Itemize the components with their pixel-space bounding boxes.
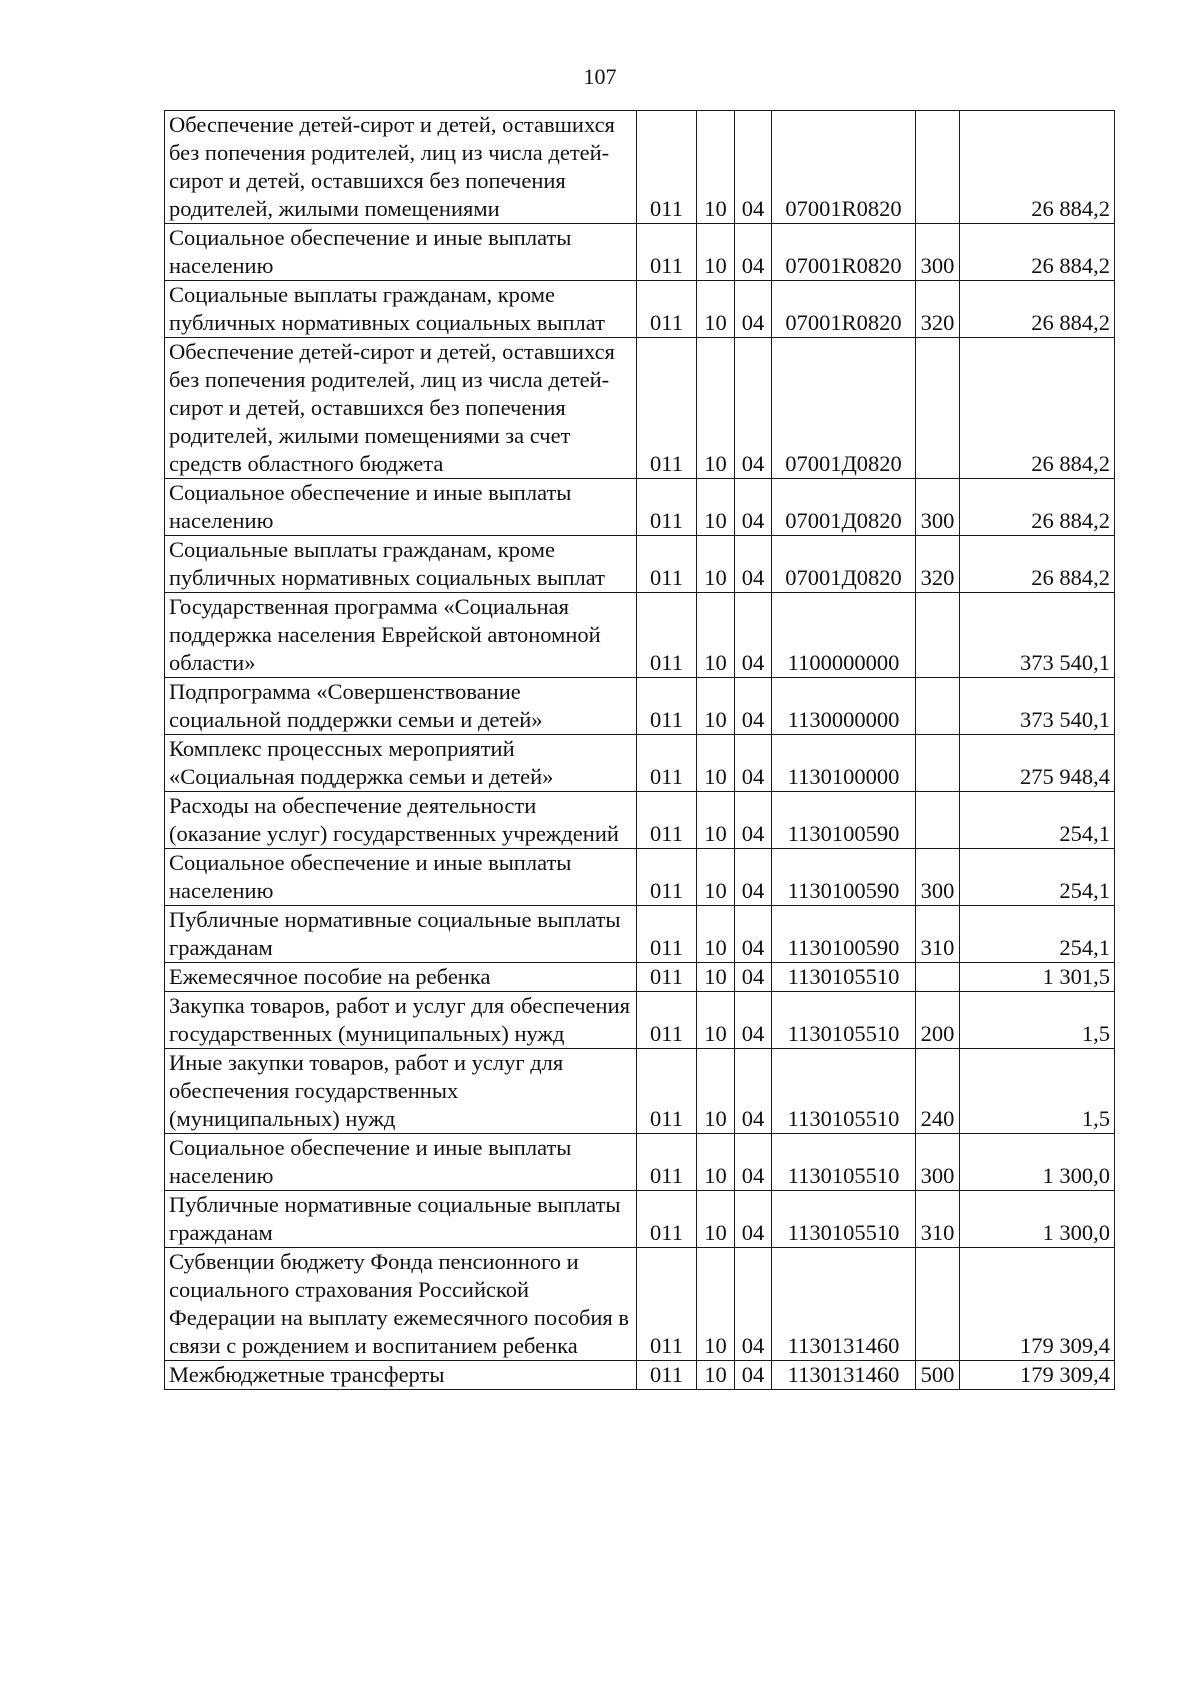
target-article-code-cell: 1130105510 <box>772 1134 916 1191</box>
table-row <box>165 1361 1115 1390</box>
target-article-code-cell: 1130131460 <box>772 1248 916 1361</box>
amount-cell: 1,5 <box>960 992 1115 1049</box>
section-code-cell: 10 <box>697 536 735 593</box>
ministry-code-cell: 011 <box>637 849 697 906</box>
expense-type-code-cell: 200 <box>916 992 960 1049</box>
expense-type-code-cell: 300 <box>916 1134 960 1191</box>
ministry-code-cell: 011 <box>637 792 697 849</box>
subsection-code-cell: 04 <box>735 1248 772 1361</box>
ministry-code-cell: 011 <box>637 224 697 281</box>
table-row <box>165 593 1115 678</box>
amount-cell: 26 884,2 <box>960 479 1115 536</box>
ministry-code-cell: 011 <box>637 678 697 735</box>
ministry-code-cell: 011 <box>637 992 697 1049</box>
table-row <box>165 1191 1115 1248</box>
section-code-cell: 10 <box>697 1248 735 1361</box>
section-code-cell: 10 <box>697 1134 735 1191</box>
ministry-code-cell: 011 <box>637 1049 697 1134</box>
subsection-code-cell: 04 <box>735 479 772 536</box>
table-row <box>165 1049 1115 1134</box>
expense-name-cell: Социальное обеспечение и иные выплаты населению <box>165 849 637 906</box>
expense-type-code-cell <box>916 1248 960 1361</box>
expense-type-code-cell <box>916 678 960 735</box>
target-article-code-cell: 1130000000 <box>772 678 916 735</box>
budget-expenditure-table <box>164 110 1115 1390</box>
amount-cell: 179 309,4 <box>960 1248 1115 1361</box>
expense-type-code-cell <box>916 735 960 792</box>
subsection-code-cell: 04 <box>735 224 772 281</box>
target-article-code-cell: 1130105510 <box>772 1191 916 1248</box>
expense-type-code-cell: 300 <box>916 479 960 536</box>
subsection-code-cell: 04 <box>735 1361 772 1390</box>
subsection-code-cell: 04 <box>735 1134 772 1191</box>
expense-type-code-cell: 300 <box>916 224 960 281</box>
table-row <box>165 792 1115 849</box>
amount-cell: 1,5 <box>960 1049 1115 1134</box>
ministry-code-cell: 011 <box>637 536 697 593</box>
section-code-cell: 10 <box>697 963 735 992</box>
expense-type-code-cell: 310 <box>916 1191 960 1248</box>
ministry-code-cell: 011 <box>637 1134 697 1191</box>
amount-cell: 254,1 <box>960 849 1115 906</box>
target-article-code-cell: 1100000000 <box>772 593 916 678</box>
page-number: 107 <box>583 64 617 89</box>
ministry-code-cell: 011 <box>637 338 697 479</box>
amount-cell: 275 948,4 <box>960 735 1115 792</box>
target-article-code-cell: 1130100590 <box>772 849 916 906</box>
section-code-cell: 10 <box>697 1049 735 1134</box>
expense-name-cell: Расходы на обеспечение деятельности (оказание услуг) государственных учреждений <box>165 792 637 849</box>
amount-cell: 26 884,2 <box>960 281 1115 338</box>
amount-cell: 1 300,0 <box>960 1134 1115 1191</box>
table-row <box>165 536 1115 593</box>
amount-cell: 26 884,2 <box>960 536 1115 593</box>
target-article-code-cell: 1130100590 <box>772 906 916 963</box>
target-article-code-cell: 07001R0820 <box>772 111 916 224</box>
subsection-code-cell: 04 <box>735 338 772 479</box>
ministry-code-cell: 011 <box>637 479 697 536</box>
section-code-cell: 10 <box>697 735 735 792</box>
amount-cell: 26 884,2 <box>960 111 1115 224</box>
section-code-cell: 10 <box>697 678 735 735</box>
ministry-code-cell: 011 <box>637 735 697 792</box>
subsection-code-cell: 04 <box>735 792 772 849</box>
expense-name-cell: Иные закупки товаров, работ и услуг для обеспечения государственных (муниципальных) нужд <box>165 1049 637 1134</box>
target-article-code-cell: 07001R0820 <box>772 281 916 338</box>
expense-name-cell: Социальные выплаты гражданам, кроме публичных нормативных социальных выплат <box>165 536 637 593</box>
table-row <box>165 111 1115 224</box>
expense-type-code-cell <box>916 963 960 992</box>
expense-name-cell: Публичные нормативные социальные выплаты гражданам <box>165 1191 637 1248</box>
expense-name-cell: Ежемесячное пособие на ребенка <box>165 963 637 992</box>
amount-cell: 179 309,4 <box>960 1361 1115 1390</box>
section-code-cell: 10 <box>697 906 735 963</box>
subsection-code-cell: 04 <box>735 992 772 1049</box>
expense-name-cell: Подпрограмма «Совершенствование социальной поддержки семьи и детей» <box>165 678 637 735</box>
table-row <box>165 1134 1115 1191</box>
amount-cell: 373 540,1 <box>960 678 1115 735</box>
expense-name-cell: Государственная программа «Социальная поддержка населения Еврейской автономной области» <box>165 593 637 678</box>
table-row <box>165 992 1115 1049</box>
table-body <box>165 111 1115 1390</box>
target-article-code-cell: 1130105510 <box>772 1049 916 1134</box>
expense-name-cell: Социальное обеспечение и иные выплаты населению <box>165 479 637 536</box>
table-row <box>165 338 1115 479</box>
table-row <box>165 281 1115 338</box>
target-article-code-cell: 1130105510 <box>772 992 916 1049</box>
ministry-code-cell: 011 <box>637 111 697 224</box>
table-row <box>165 735 1115 792</box>
table-row <box>165 963 1115 992</box>
expense-type-code-cell: 320 <box>916 536 960 593</box>
expense-type-code-cell <box>916 593 960 678</box>
amount-cell: 254,1 <box>960 906 1115 963</box>
amount-cell: 26 884,2 <box>960 338 1115 479</box>
subsection-code-cell: 04 <box>735 111 772 224</box>
ministry-code-cell: 011 <box>637 281 697 338</box>
amount-cell: 373 540,1 <box>960 593 1115 678</box>
section-code-cell: 10 <box>697 593 735 678</box>
target-article-code-cell: 07001R0820 <box>772 224 916 281</box>
expense-name-cell: Социальное обеспечение и иные выплаты населению <box>165 224 637 281</box>
section-code-cell: 10 <box>697 992 735 1049</box>
ministry-code-cell: 011 <box>637 963 697 992</box>
expense-name-cell: Обеспечение детей-сирот и детей, оставшихся без попечения родителей, лиц из числа детей-сирот и детей, оставшихся без попечения родителей, жилыми помещениями за счет средств областного бюджета <box>165 338 637 479</box>
section-code-cell: 10 <box>697 281 735 338</box>
table-row <box>165 849 1115 906</box>
expense-name-cell: Субвенции бюджету Фонда пенсионного и социального страхования Российской Федерации на выплату ежемесячного пособия в связи с рождением и воспитанием ребенка <box>165 1248 637 1361</box>
amount-cell: 254,1 <box>960 792 1115 849</box>
subsection-code-cell: 04 <box>735 906 772 963</box>
ministry-code-cell: 011 <box>637 1191 697 1248</box>
ministry-code-cell: 011 <box>637 593 697 678</box>
subsection-code-cell: 04 <box>735 593 772 678</box>
ministry-code-cell: 011 <box>637 1361 697 1390</box>
amount-cell: 1 300,0 <box>960 1191 1115 1248</box>
subsection-code-cell: 04 <box>735 849 772 906</box>
section-code-cell: 10 <box>697 224 735 281</box>
expense-name-cell: Обеспечение детей-сирот и детей, оставшихся без попечения родителей, лиц из числа детей-сирот и детей, оставшихся без попечения родителей, жилыми помещениями <box>165 111 637 224</box>
subsection-code-cell: 04 <box>735 281 772 338</box>
expense-name-cell: Социальное обеспечение и иные выплаты населению <box>165 1134 637 1191</box>
table-row <box>165 678 1115 735</box>
target-article-code-cell: 07001Д0820 <box>772 536 916 593</box>
expense-name-cell: Социальные выплаты гражданам, кроме публичных нормативных социальных выплат <box>165 281 637 338</box>
section-code-cell: 10 <box>697 111 735 224</box>
table-row <box>165 224 1115 281</box>
expense-type-code-cell: 310 <box>916 906 960 963</box>
target-article-code-cell: 1130131460 <box>772 1361 916 1390</box>
section-code-cell: 10 <box>697 338 735 479</box>
ministry-code-cell: 011 <box>637 906 697 963</box>
expense-type-code-cell: 240 <box>916 1049 960 1134</box>
expense-type-code-cell: 320 <box>916 281 960 338</box>
subsection-code-cell: 04 <box>735 963 772 992</box>
expense-type-code-cell <box>916 338 960 479</box>
expense-name-cell: Комплекс процессных мероприятий «Социальная поддержка семьи и детей» <box>165 735 637 792</box>
section-code-cell: 10 <box>697 1361 735 1390</box>
section-code-cell: 10 <box>697 849 735 906</box>
table-row <box>165 906 1115 963</box>
subsection-code-cell: 04 <box>735 678 772 735</box>
expense-name-cell: Межбюджетные трансферты <box>165 1361 637 1390</box>
target-article-code-cell: 07001Д0820 <box>772 479 916 536</box>
amount-cell: 1 301,5 <box>960 963 1115 992</box>
subsection-code-cell: 04 <box>735 735 772 792</box>
section-code-cell: 10 <box>697 479 735 536</box>
target-article-code-cell: 1130100590 <box>772 792 916 849</box>
subsection-code-cell: 04 <box>735 1191 772 1248</box>
expense-type-code-cell <box>916 111 960 224</box>
target-article-code-cell: 1130100000 <box>772 735 916 792</box>
subsection-code-cell: 04 <box>735 536 772 593</box>
expense-type-code-cell: 300 <box>916 849 960 906</box>
expense-name-cell: Публичные нормативные социальные выплаты гражданам <box>165 906 637 963</box>
subsection-code-cell: 04 <box>735 1049 772 1134</box>
section-code-cell: 10 <box>697 792 735 849</box>
target-article-code-cell: 1130105510 <box>772 963 916 992</box>
section-code-cell: 10 <box>697 1191 735 1248</box>
target-article-code-cell: 07001Д0820 <box>772 338 916 479</box>
expense-name-cell: Закупка товаров, работ и услуг для обеспечения государственных (муниципальных) нужд <box>165 992 637 1049</box>
table-row <box>165 1248 1115 1361</box>
ministry-code-cell: 011 <box>637 1248 697 1361</box>
amount-cell: 26 884,2 <box>960 224 1115 281</box>
table-row <box>165 479 1115 536</box>
expense-type-code-cell: 500 <box>916 1361 960 1390</box>
expense-type-code-cell <box>916 792 960 849</box>
